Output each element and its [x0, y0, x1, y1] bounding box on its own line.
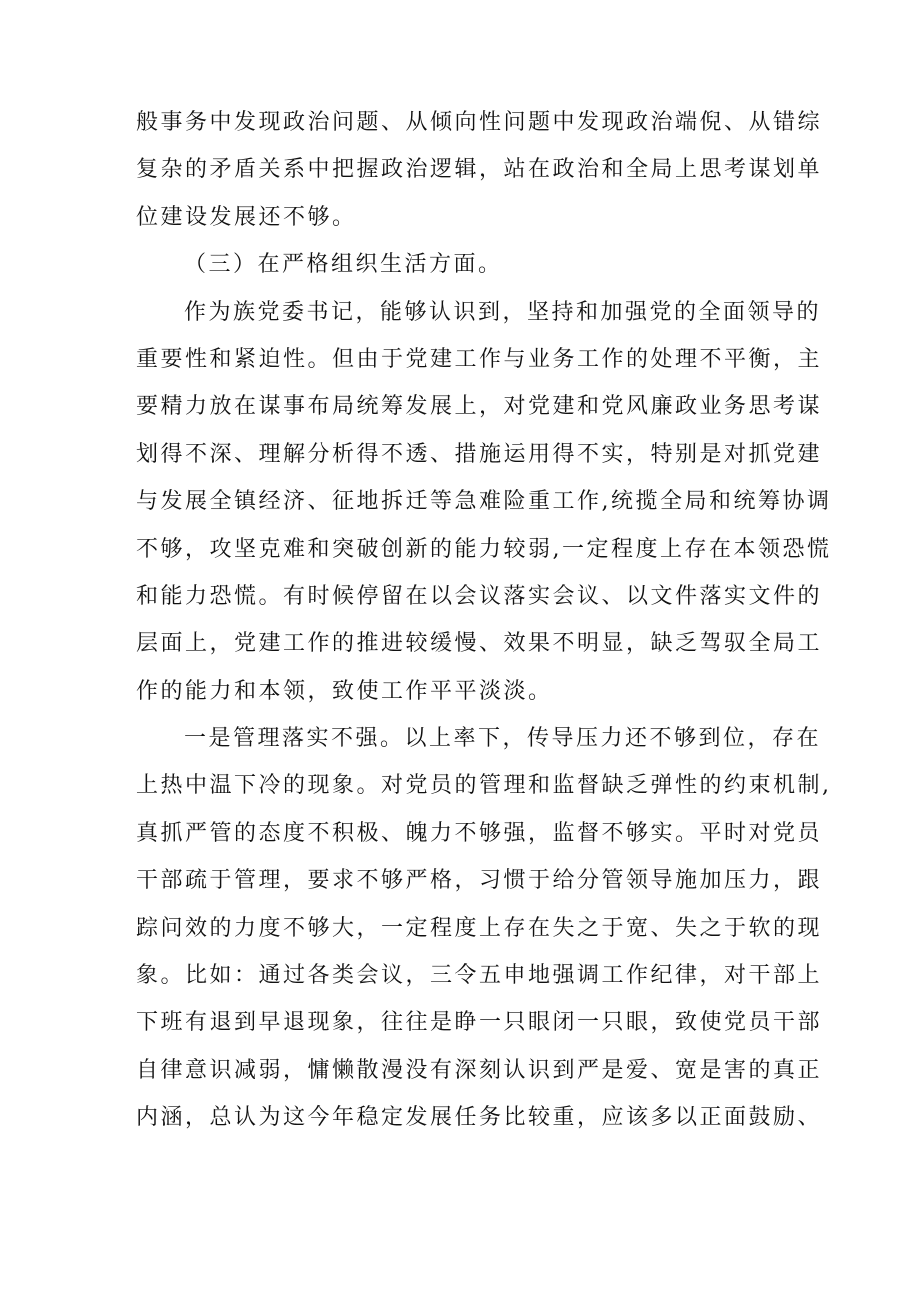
text-line-13: 作的能力和本领，致使工作平平淡淡。	[136, 678, 553, 704]
document-body	[136, 99, 832, 1142]
text-line-6: 重要性和紧迫性。但由于党建工作与业务工作的处理不平衡，主	[136, 346, 823, 372]
text-line-8: 划得不深、理解分析得不透、措施运用得不实，特别是对抓党建	[136, 441, 823, 467]
text-line-11: 和能力恐慌。有时候停留在以会议落实会议、以文件落实文件的	[136, 583, 823, 609]
text-line-19: 象。比如：通过各类会议，三令五申地强调工作纪律，对干部上	[136, 963, 823, 989]
text-line-16: 真抓严管的态度不积极、魄力不够强，监督不够实。平时对党员	[136, 820, 823, 846]
paragraph-start-line: 作为族党委书记，能够认识到，坚持和加强党的全面领导的	[184, 299, 822, 325]
text-line-2: 复杂的矛盾关系中把握政治逻辑，站在政治和全局上思考谋划单	[136, 157, 823, 183]
text-line-3: 位建设发展还不够。	[136, 204, 357, 230]
text-line-22: 内涵，总认为这今年稳定发展任务比较重，应该多以正面鼓励、	[136, 1105, 823, 1131]
text-line-12: 层面上，党建工作的推进较缓慢、效果不明显，缺乏驾驭全局工	[136, 631, 823, 657]
text-line-15: 上热中温下冷的现象。对党员的管理和监督缺乏弹性的约束机制,	[136, 773, 832, 799]
text-line-1: 般事务中发现政治问题、从倾向性问题中发现政治端倪、从错综	[136, 110, 823, 135]
text-line-21: 自律意识减弱，慵懒散漫没有深刻认识到严是爱、宽是害的真正	[136, 1057, 823, 1083]
text-line-9: 与发展全镇经济、征地拆迁等急难险重工作,统揽全局和统筹协调	[136, 489, 832, 515]
text-line-20: 下班有退到早退现象，往往是睁一只眼闭一只眼，致使党员干部	[136, 1010, 823, 1036]
text-line-18: 踪问效的力度不够大，一定程度上存在失之于宽、失之于软的现	[136, 915, 823, 941]
text-line-17: 干部疏于管理，要求不够严格，习惯于给分管领导施加压力，跟	[136, 868, 823, 894]
paragraph-start-line: 一是管理落实不强。以上率下，传导压力还不够到位，存在	[184, 726, 822, 752]
text-line-10: 不够，攻坚克难和突破创新的能力较弱,一定程度上存在本领恐慌	[136, 536, 832, 562]
text-line-7: 要精力放在谋事布局统筹发展上，对党建和党风廉政业务思考谋	[136, 394, 823, 420]
section-heading: （三）在严格组织生活方面。	[184, 252, 503, 278]
